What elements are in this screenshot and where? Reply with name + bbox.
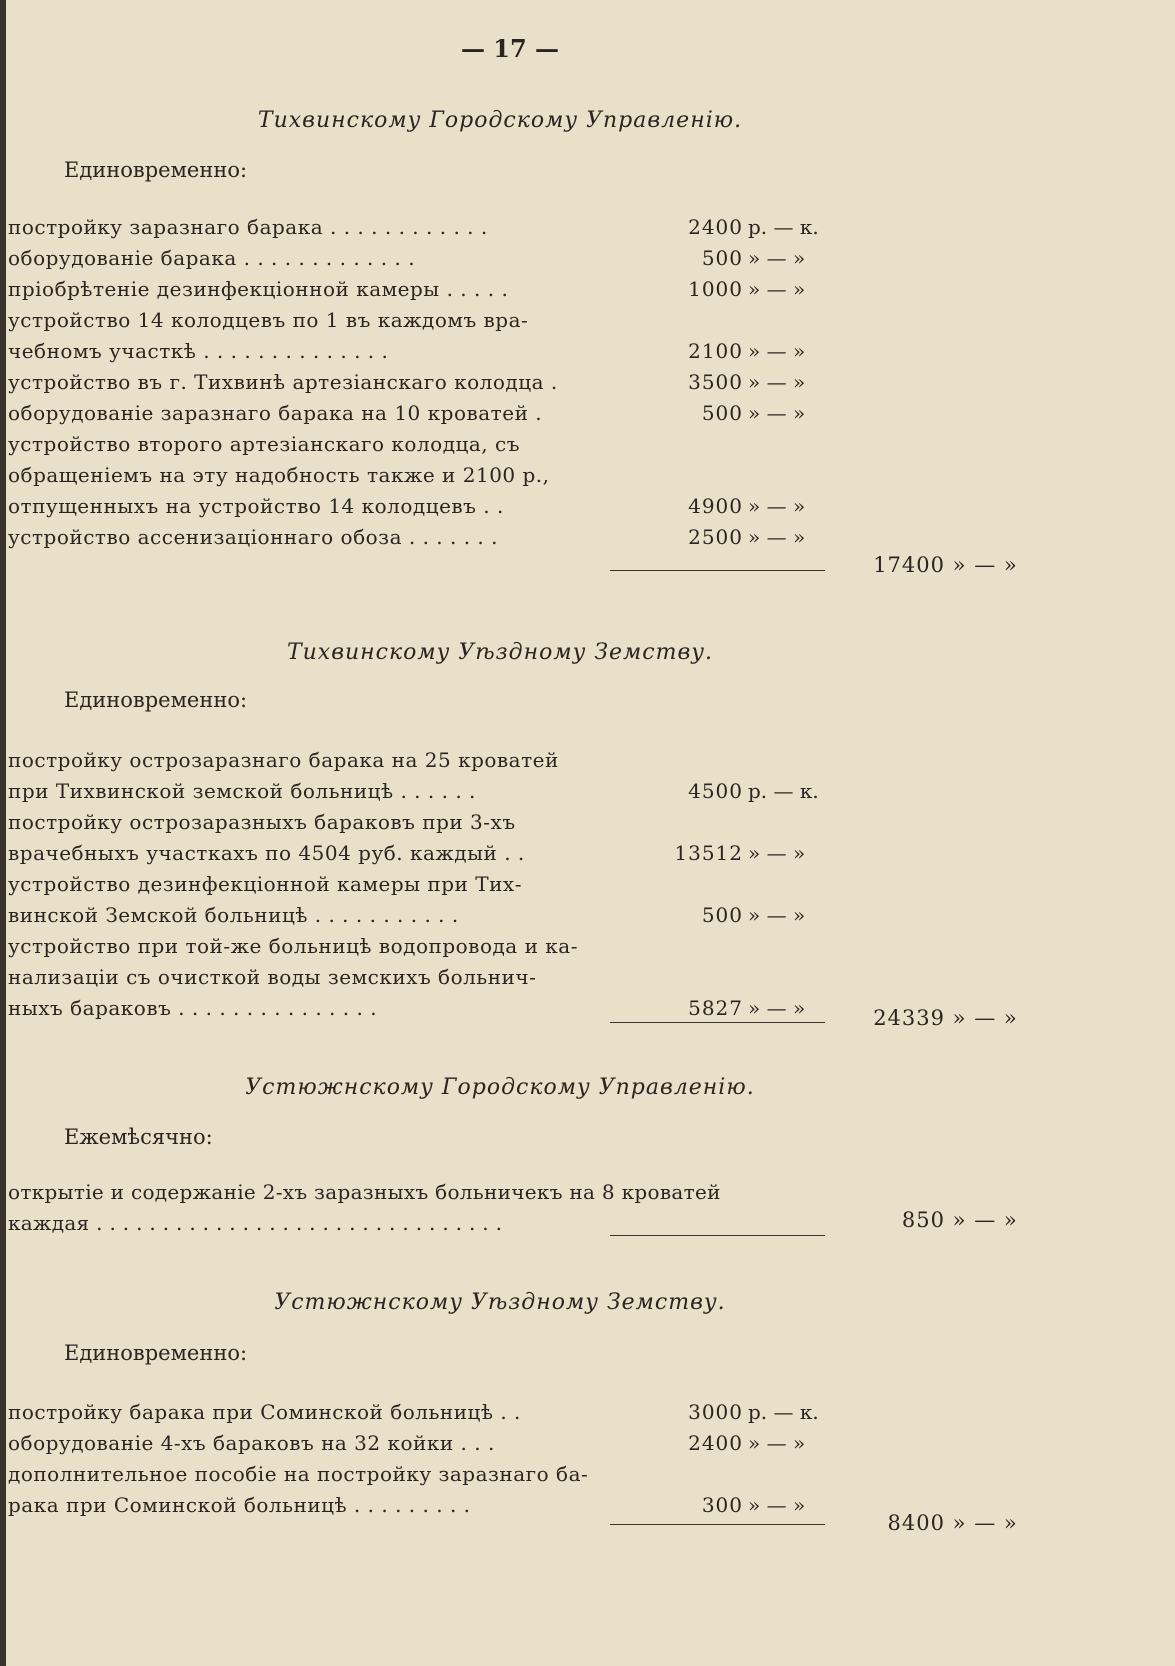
section-heading: Тихвинскому Городскому Управленію. xyxy=(257,108,743,133)
expense-amount: 4900 xyxy=(688,494,743,518)
total-unit: » — » xyxy=(945,1006,1018,1030)
section-total xyxy=(865,1006,1018,1030)
section-period: Единовременно: xyxy=(64,158,248,182)
section-heading: Устюжнскому Уѣздному Земству. xyxy=(274,1290,726,1315)
expense-amount: 4500 xyxy=(688,779,743,803)
expense-amount: 2500 xyxy=(688,525,743,549)
expense-line xyxy=(8,1428,828,1459)
expense-amount: 13512 xyxy=(674,841,743,865)
total-unit: » — » xyxy=(945,553,1018,577)
expense-line xyxy=(8,776,828,807)
page-binding-edge xyxy=(0,0,6,1666)
expense-text: оборудованіе 4-хъ бараковъ на 32 койки . . . xyxy=(8,1431,495,1455)
expense-unit: » — » xyxy=(748,996,806,1020)
expense-text: оборудованіе заразнаго барака на 10 кроватей . xyxy=(8,401,543,425)
section-period: Ежемѣсячно: xyxy=(64,1125,213,1149)
expense-amount: 300 xyxy=(701,1493,743,1517)
expense-line xyxy=(8,1490,828,1521)
page-number: — 17 — xyxy=(460,34,560,63)
expense-line xyxy=(8,305,828,336)
expense-unit: » — » xyxy=(748,494,806,518)
section-period: Единовременно: xyxy=(64,688,248,712)
section-total xyxy=(865,1208,1018,1232)
expense-unit: » — » xyxy=(748,1493,806,1517)
expense-line xyxy=(8,869,828,900)
expense-line xyxy=(8,807,828,838)
expense-text: винской Земской больницѣ . . . . . . . . . . . xyxy=(8,903,459,927)
expense-text: ныхъ бараковъ . . . . . . . . . . . . . . . xyxy=(8,996,378,1020)
expense-line xyxy=(8,838,828,869)
expense-unit: » — » xyxy=(748,903,806,927)
expense-text: оборудованіе барака . . . . . . . . . . . . . xyxy=(8,246,416,270)
expense-line xyxy=(8,931,828,962)
expense-line xyxy=(8,336,828,367)
expense-amount: 2100 xyxy=(688,339,743,363)
subtotal-rule xyxy=(610,570,825,571)
expense-unit: » — » xyxy=(748,370,806,394)
total-amount: 8400 xyxy=(887,1511,945,1535)
expense-line xyxy=(8,398,828,429)
expense-amount: 2400 xyxy=(688,215,743,239)
expense-text: устройство дезинфекціонной камеры при Тих- xyxy=(8,872,522,896)
total-unit: » — » xyxy=(945,1511,1018,1535)
section-lines xyxy=(8,745,828,1024)
expense-unit: » — » xyxy=(748,525,806,549)
expense-amount: 500 xyxy=(701,903,743,927)
expense-text: рака при Соминской больницѣ . . . . . . . . . xyxy=(8,1493,471,1517)
expense-text: при Тихвинской земской больницѣ . . . . . . xyxy=(8,779,476,803)
expense-line xyxy=(8,460,828,491)
expense-text: нализаціи съ очисткой воды земскихъ больнич- xyxy=(8,965,537,989)
total-amount: 850 xyxy=(901,1208,945,1232)
expense-amount: 2400 xyxy=(688,1431,743,1455)
expense-text: открытіе и содержаніе 2-хъ заразныхъ больничекъ на 8 кроватей xyxy=(8,1180,721,1204)
expense-unit: » — » xyxy=(748,401,806,425)
expense-line xyxy=(8,274,828,305)
expense-text: чебномъ участкѣ . . . . . . . . . . . . . . xyxy=(8,339,389,363)
expense-amount: 500 xyxy=(701,246,743,270)
total-amount: 24339 xyxy=(873,1006,945,1030)
expense-line xyxy=(8,1397,828,1428)
subtotal-rule xyxy=(610,1022,825,1023)
expense-line xyxy=(8,900,828,931)
expense-text: устройство 14 колодцевъ по 1 въ каждомъ вра- xyxy=(8,308,529,332)
subtotal-rule xyxy=(610,1524,825,1525)
expense-amount: 3000 xyxy=(688,1400,743,1424)
expense-text: врачебныхъ участкахъ по 4504 руб. каждый . . xyxy=(8,841,525,865)
expense-text: каждая . . . . . . . . . . . . . . . . . . . . . . . . . . . . . . . xyxy=(8,1211,503,1235)
expense-amount: 500 xyxy=(701,401,743,425)
expense-unit: » — » xyxy=(748,339,806,363)
expense-unit: » — » xyxy=(748,1431,806,1455)
expense-amount: 5827 xyxy=(688,996,743,1020)
section-total xyxy=(865,1511,1018,1535)
expense-line xyxy=(8,243,828,274)
expense-unit: » — » xyxy=(748,841,806,865)
section-lines xyxy=(8,212,828,553)
expense-text: постройку барака при Соминской больницѣ . . xyxy=(8,1400,521,1424)
expense-line xyxy=(8,1177,828,1208)
expense-line xyxy=(8,993,828,1024)
section-heading: Устюжнскому Городскому Управленію. xyxy=(245,1075,755,1100)
expense-unit: » — » xyxy=(748,246,806,270)
expense-line xyxy=(8,962,828,993)
expense-unit: р. — к. xyxy=(748,1400,819,1424)
expense-text: устройство въ г. Тихвинѣ артезіанскаго колодца . xyxy=(8,370,558,394)
expense-unit: р. — к. xyxy=(748,779,819,803)
expense-text: устройство при той-же больницѣ водопровода и ка- xyxy=(8,934,578,958)
expense-line xyxy=(8,522,828,553)
section-lines xyxy=(8,1177,828,1239)
expense-amount: 3500 xyxy=(688,370,743,394)
expense-line xyxy=(8,491,828,522)
section-period: Единовременно: xyxy=(64,1341,248,1365)
expense-line xyxy=(8,429,828,460)
expense-line xyxy=(8,212,828,243)
expense-text: дополнительное пособіе на постройку заразнаго ба- xyxy=(8,1462,589,1486)
section-total xyxy=(865,553,1018,577)
expense-line xyxy=(8,367,828,398)
expense-line xyxy=(8,1459,828,1490)
expense-text: постройку острозаразнаго барака на 25 кроватей xyxy=(8,748,559,772)
expense-unit: р. — к. xyxy=(748,215,819,239)
total-amount: 17400 xyxy=(873,553,945,577)
subtotal-rule xyxy=(610,1235,825,1236)
section-heading: Тихвинскому Уѣздному Земству. xyxy=(286,640,714,665)
expense-unit: » — » xyxy=(748,277,806,301)
expense-line xyxy=(8,745,828,776)
expense-text: устройство ассенизаціоннаго обоза . . . . . . . xyxy=(8,525,499,549)
expense-amount: 1000 xyxy=(688,277,743,301)
total-unit: » — » xyxy=(945,1208,1018,1232)
expense-text: постройку заразнаго барака . . . . . . . . . . . . xyxy=(8,215,488,239)
expense-text: обращеніемъ на эту надобность также и 2100 р., xyxy=(8,463,550,487)
section-lines xyxy=(8,1397,828,1521)
expense-text: пріобрѣтеніе дезинфекціонной камеры . . . . . xyxy=(8,277,509,301)
expense-text: устройство второго артезіанскаго колодца, съ xyxy=(8,432,520,456)
expense-text: постройку острозаразныхъ бараковъ при 3-хъ xyxy=(8,810,516,834)
expense-text: отпущенныхъ на устройство 14 колодцевъ . . xyxy=(8,494,504,518)
